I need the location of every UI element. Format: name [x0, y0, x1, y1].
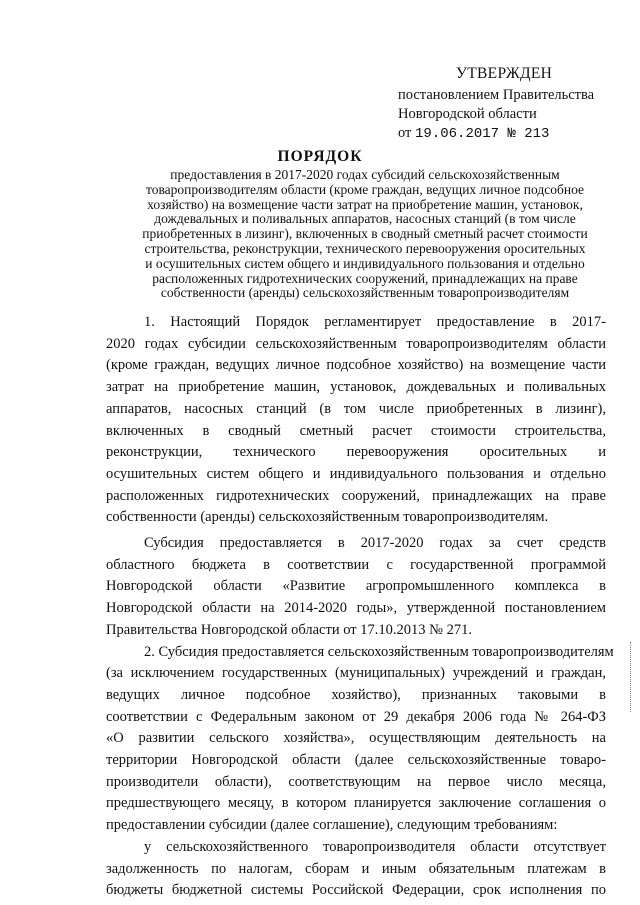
approval-stamp [398, 64, 628, 144]
paragraph-line: у сельскохозяйственного товаропроизводителя области отсутствует [144, 838, 606, 855]
paragraph [106, 642, 614, 837]
subtitle-line: приобретенных в лизинг), включенных в сводный сметный расчет стоимости [142, 226, 588, 242]
subtitle-line: и осушительных систем общего и индивидуального пользования и отдельно [145, 255, 585, 271]
paragraph-line: собственности (аренды) сельскохозяйственным товаропроизводителям. [106, 509, 549, 526]
subtitle-line: хозяйство) на возмещение части затрат на приобретение машин, установок, [147, 196, 583, 212]
paragraph-line: производители области), соответствующим на первое число месяца, [106, 773, 606, 790]
paragraph-line: территории Новгородской области (далее сельскохозяйственные товаро- [106, 752, 606, 769]
subtitle-line: расположенных гидротехнических сооружений, принадлежащих на праве [152, 270, 578, 286]
paragraph-line: затрат на приобретение машин, установок, дождевальных и поливальных [106, 379, 606, 396]
paragraph-line: (кроме граждан, ведущих личное подсобное хозяйство) на возмещение части [106, 357, 606, 374]
scan-edge-mark [630, 642, 634, 712]
subtitle-line: собственности (аренды) сельскохозяйственным товаропроизводителям [160, 285, 570, 301]
paragraph-line: областного бюджета в соответствии с государственной программой [106, 556, 606, 573]
paragraph [106, 533, 606, 642]
paragraph-line: ведущих личное подсобное хозяйство), признанных таковыми в [106, 686, 606, 703]
paragraph-line: 2020 годах субсидии сельскохозяйственным товаропроизводителям области [106, 335, 606, 352]
paragraph-line: Правительства Новгородской области от 17.10.2013 № 271. [106, 621, 472, 638]
paragraph [106, 312, 606, 529]
document-body [106, 312, 614, 902]
paragraph-line: «О развитии сельского хозяйства», осуществляющим деятельность на [106, 730, 606, 747]
approval-date [398, 124, 628, 144]
subtitle-line: строительства, реконструкции, технического перевооружения оросительных [144, 240, 586, 256]
paragraph-line: бюджеты бюджетной системы Российской Федерации, срок исполнения по [106, 882, 606, 899]
paragraph-line: предшествующего месяцу, в котором планируется заключение соглашения о [106, 795, 606, 812]
approval-line-1: постановлением Правительства [398, 87, 595, 103]
document-subtitle [100, 168, 630, 301]
paragraph-line: Новгородской области «Развитие агропромышленного комплекса в [106, 578, 606, 595]
paragraph-line: 2. Субсидия предоставляется сельскохозяйственным товаропроизводителям [144, 643, 614, 660]
paragraph-line: реконструкции, технического перевооружения оросительных и [106, 444, 606, 461]
paragraph-line: включенных в сводный сметный расчет стоимости строительства, [106, 422, 606, 439]
paragraph-line: соответствии с Федеральным законом от 29 декабря 2006 года № 264-ФЗ [106, 708, 606, 725]
paragraph [106, 837, 606, 902]
approval-heading: УТВЕРЖДЕН [456, 65, 553, 82]
subtitle-line: дождевальных и поливальных аппаратов, насосных станций (в том числе [154, 211, 576, 227]
paragraph-line: осушительных систем общего и индивидуального пользования и отдельно [106, 465, 606, 482]
subtitle-line: предоставления в 2017-2020 годах субсидий сельскохозяйственным [170, 167, 560, 182]
approval-line-2: Новгородской области [398, 106, 537, 122]
paragraph-line: предоставлении субсидии (далее соглашение), следующим требованиям: [106, 817, 558, 834]
document-title: ПОРЯДОК [277, 148, 363, 165]
paragraph-line: (за исключением государственных (муниципальных) учреждений и граждан, [106, 665, 606, 682]
paragraph-line: Субсидия предоставляется в 2017-2020 годах за счет средств [144, 535, 606, 552]
paragraph-line: задолженность по налогам, сборам и иным обязательным платежам в [106, 860, 606, 877]
approval-date-prefix: от [398, 125, 412, 141]
paragraph-line: расположенных гидротехнических сооружений, принадлежащих на праве [106, 487, 606, 504]
subtitle-line: товаропроизводителям области (кроме граждан, ведущих личное подсобное [145, 181, 584, 197]
approval-date-value: 19.06.2017 № 213 [415, 126, 550, 142]
paragraph-line: аппаратов, насосных станций (в том числе приобретенных в лизинг), [106, 400, 606, 417]
paragraph-line: 1. Настоящий Порядок регламентирует предоставление в 2017- [144, 314, 606, 330]
paragraph-line: Новгородской области на 2014-2020 годы», утвержденной постановлением [106, 600, 606, 617]
